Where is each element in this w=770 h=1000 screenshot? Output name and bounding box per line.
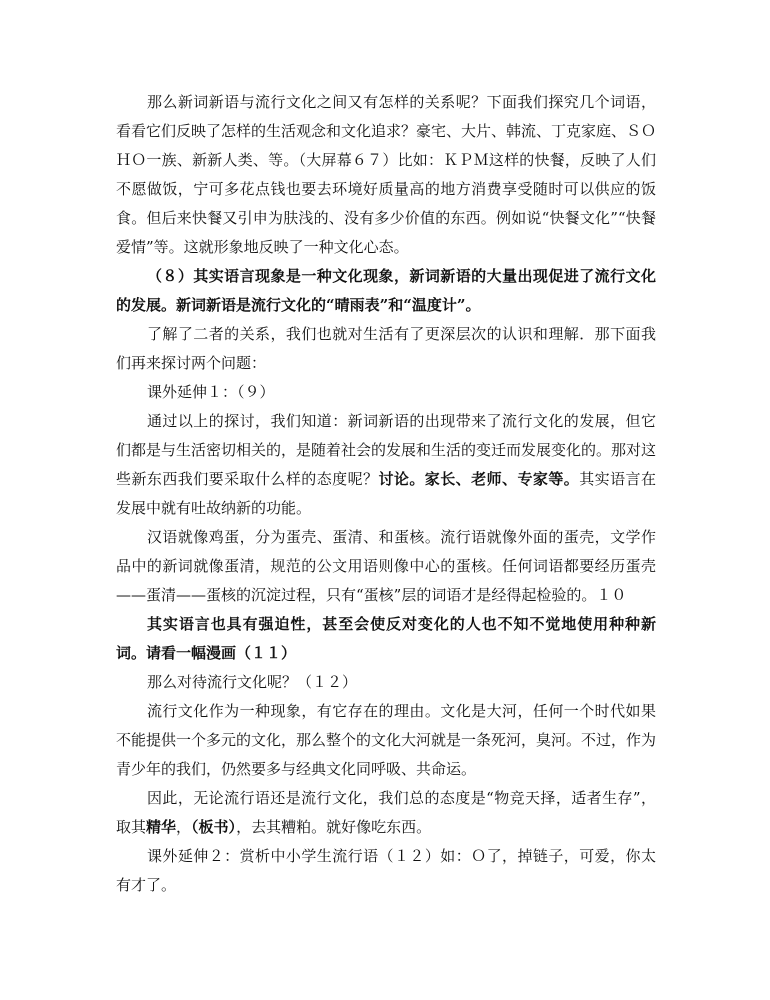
paragraph-8: 那么对待流行文化呢？（１２）	[147, 673, 358, 691]
paragraph-10	[116, 784, 656, 842]
paragraph-5	[116, 407, 656, 523]
paragraph-10-part-e: ，去其糟粕。就好像吃东西。	[236, 818, 432, 836]
paragraph-4-heading: 课外延伸１：（９）	[147, 383, 275, 401]
paragraph-10-part-d-bold: （板书）	[191, 818, 237, 836]
paragraph-10-part-b-bold: 精华	[146, 818, 177, 836]
paragraph-10-part-c: ，	[176, 818, 192, 836]
paragraph-11: 课外延伸２：赏析中小学生流行语（１２）如：Ｏ了，掉链子，可爱，你太有才了。	[116, 847, 656, 894]
paragraph-5-part-c: 其实语言在发展中就有吐故纳新的功能。	[116, 470, 656, 517]
paragraph-10-part-a: 因此，无论流行语还是流行文化，我们总的态度是“物竞天择，适者生存”，取其	[116, 789, 656, 836]
paragraph-7-bold: 其实语言也具有强迫性，甚至会使反对变化的人也不知不觉地使用种种新词。请看一幅漫画（１１）	[116, 615, 656, 662]
paragraph-3: 了解了二者的关系，我们也就对生活有了更深层次的认识和理解．那下面我们再来探讨两个问题：	[116, 325, 656, 372]
paragraph-1: 那么新词新语与流行文化之间又有怎样的关系呢？下面我们探究几个词语，看看它们反映了怎样的生活观念和文化追求？豪宅、大片、韩流、丁克家庭、ＳＯＨＯ一族、新新人类、等。（大屏幕６７）比如：ＫＰＭ这样的快餐，反映了人们不愿做饭，宁可多花点钱也要去环境好质量高的地方消费享受随时可以供应的饭食。但后来快餐又引申为肤浅的、没有多少价值的东西。例如说“快餐文化”“快餐爱情”等。这就形象地反映了一种文化心态。	[116, 93, 657, 256]
paragraph-9: 流行文化作为一种现象，有它存在的理由。文化是大河，任何一个时代如果不能提供一个多元的文化，那么整个的文化大河就是一条死河，臭河。不过，作为青少年的我们，仍然要多与经典文化同呼吸、共命运。	[116, 702, 657, 778]
document-page	[116, 88, 656, 900]
paragraph-2-bold: （８）其实语言现象是一种文化现象，新词新语的大量出现促进了流行文化的发展。新词新语是流行文化的“晴雨表”和“温度计”。	[116, 267, 656, 314]
paragraph-6: 汉语就像鸡蛋，分为蛋壳、蛋清、和蛋核。流行语就像外面的蛋壳，文学作品中的新词就像蛋清，规范的公文用语则像中心的蛋核。任何词语都要经历蛋壳——蛋清——蛋核的沉淀过程，只有“蛋核”层的词语才是经得起检验的。１０	[116, 528, 656, 604]
paragraph-5-part-b-bold: 讨论。家长、老师、专家等。	[378, 470, 580, 488]
paragraph-5-part-a: 通过以上的探讨，我们知道：新词新语的出现带来了流行文化的发展，但它们都是与生活密切相关的，是随着社会的发展和生活的变迁而发展变化的。那对这些新东西我们要采取什么样的态度呢？	[116, 412, 657, 488]
